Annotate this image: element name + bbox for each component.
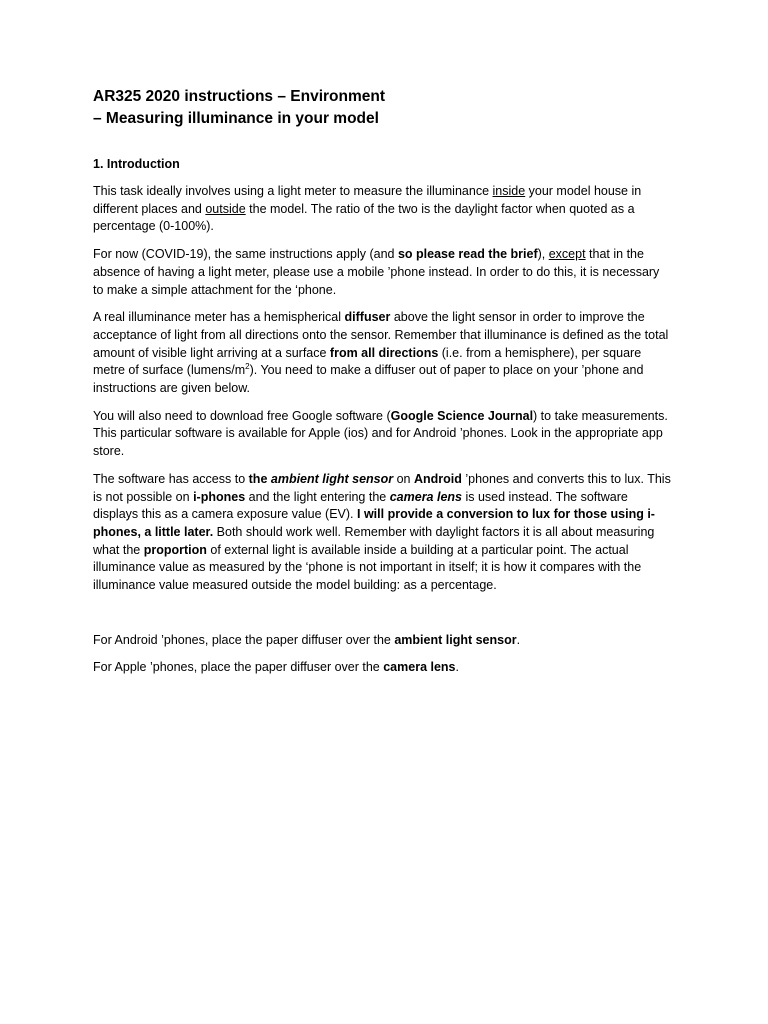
- paragraph-sensor-details: [93, 471, 673, 595]
- underlined-text: outside: [205, 201, 246, 216]
- bold-text: Android: [413, 471, 462, 486]
- text-run: is used instead. The software displays this as a camera exposure value (EV).: [93, 489, 628, 522]
- text-run: (i.e. from a hemisphere), per square metre of surface (lumens/m: [93, 345, 642, 378]
- bold-text: camera lens: [383, 660, 456, 675]
- title-line-2: – Measuring illuminance in your model: [93, 110, 379, 127]
- text-run: Both should work well. Remember with daylight factors it is all about measuring what the: [93, 524, 655, 557]
- bold-italic-text: camera lens: [389, 489, 462, 504]
- text-run: For now (COVID-19), the same instructions apply (and: [93, 247, 398, 262]
- text-run: ’phones and converts this to lux. This is not possible on: [93, 471, 671, 504]
- bold-text: i-phones: [193, 489, 246, 504]
- text-run: For Android ’phones, place the paper diffuser over the: [93, 632, 395, 647]
- paragraph-android-instruction: [93, 632, 673, 650]
- page-title: [93, 86, 673, 130]
- text-run: The software has access to: [93, 471, 249, 486]
- text-run: You will also need to download free Google software (: [93, 408, 391, 423]
- paragraph-software: [93, 408, 673, 461]
- text-run: your model house in different places and: [93, 184, 642, 216]
- text-run: ). You need to make a diffuser out of paper to place on your ’phone and instructions are given below.: [93, 363, 644, 396]
- document-page: [93, 86, 673, 687]
- superscript: 2: [245, 362, 250, 372]
- paragraph-task-overview: [93, 183, 673, 236]
- text-run: .: [516, 632, 521, 647]
- paragraph-covid-note: [93, 246, 673, 299]
- paragraph-diffuser: [93, 309, 673, 398]
- bold-text: I will provide a conversion to lux for those using i-phones, a little later.: [93, 507, 655, 539]
- text-run: For Apple ’phones, place the paper diffuser over the: [93, 660, 384, 675]
- text-run: on: [393, 471, 414, 486]
- section-heading-introduction: 1. Introduction: [93, 157, 180, 171]
- text-run: This task ideally involves using a light meter to measure the illuminance: [93, 184, 493, 198]
- bold-text: ambient light sensor: [394, 632, 517, 647]
- text-run: that in the absence of having a light meter, please use a mobile ’phone instead. In order to do this, it is necessary to make a simple attachment for the ‘phone.: [93, 247, 660, 297]
- bold-text: diffuser: [344, 310, 391, 325]
- text-run: the model. The ratio of the two is the daylight factor when quoted as a percentage (0-100%).: [93, 201, 635, 234]
- text-run: ),: [537, 247, 549, 262]
- text-run: A real illuminance meter has a hemispherical: [93, 310, 345, 325]
- paragraph-apple-instruction: [93, 659, 673, 677]
- title-line-1: AR325 2020 instructions – Environment: [93, 88, 386, 105]
- text-run: ) to take measurements. This particular software is available for Apple (ios) and for Android ’phones. Look in the appropriate app store.: [93, 408, 668, 459]
- bold-italic-text: ambient light sensor: [270, 471, 394, 486]
- bold-text: so please read the brief: [397, 247, 538, 262]
- bold-text: the: [248, 471, 271, 486]
- text-run: above the light sensor in order to improve the acceptance of light from all directions onto the sensor. Remember that illuminance is defined as the total amount of visible light arriving at a surface: [93, 310, 669, 360]
- bold-text: from all directions: [329, 345, 439, 360]
- text-run: of external light is available inside a building at a particular point. The actual illuminance value as measured by the ‘phone is not important in itself; it is how it compares with the illuminance value measured outside the model building: as a percentage.: [93, 542, 642, 593]
- blank-line: [93, 605, 673, 632]
- underlined-text: except: [548, 247, 586, 262]
- text-run: .: [455, 660, 459, 675]
- text-run: and the light entering the: [245, 489, 390, 504]
- underlined-text: inside: [492, 184, 526, 198]
- bold-text: Google Science Journal: [390, 408, 534, 423]
- bold-text: proportion: [143, 542, 207, 557]
